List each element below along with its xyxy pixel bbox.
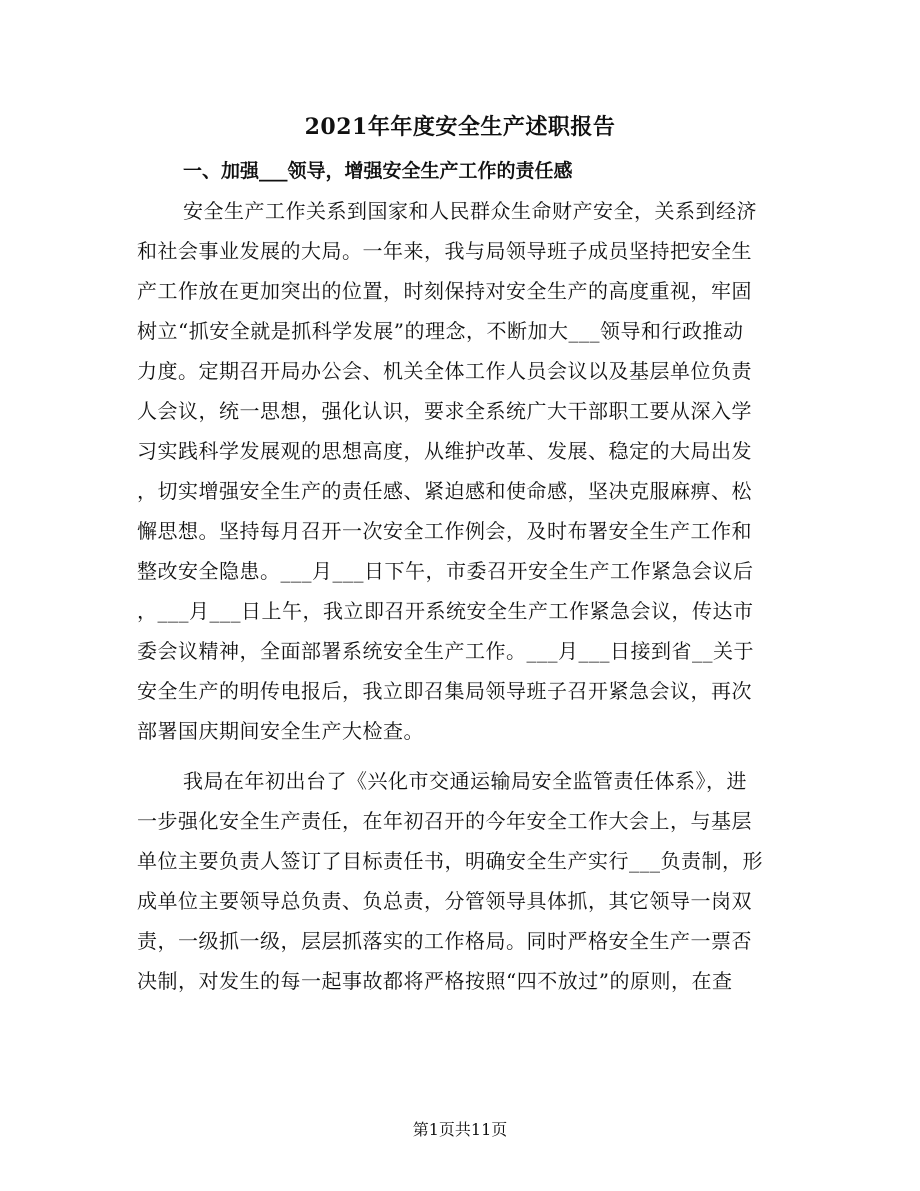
text-line: 一步强化安全生产责任，在年初召开的今年安全工作大会上，与基层 [137,809,752,833]
text-line: 习实践科学发展观的思想高度，从维护改革、发展、稳定的大局出发 [137,439,752,463]
text-line: 力度。定期召开局办公会、机关全体工作人员会议以及基层单位负责 [137,359,752,383]
text-line: 责，一级抓一级，层层抓落实的工作格局。同时严格安全生产一票否 [137,929,752,953]
text-line: 委会议精神，全面部署系统安全生产工作。___月___日接到省__关于 [137,639,754,663]
text-line: ，___月___日上午，我立即召开系统安全生产工作紧急会议，传达市 [137,599,754,623]
text-line: 树立“抓安全就是抓科学发展”的理念，不断加大___领导和行政推动 [137,319,744,343]
text-line: 整改安全隐患。___月___日下午，市委召开安全生产工作紧急会议后 [137,559,754,583]
section-heading: 一、加强___领导，增强安全生产工作的责任感 [183,160,573,182]
text-line: 单位主要负责人签订了目标责任书，明确安全生产实行___负责制，形 [137,849,763,873]
document-title: 2021年年度安全生产述职报告 [304,114,616,140]
text-line: ，切实增强安全生产的责任感、紧迫感和使命感，坚决克服麻痹、松 [137,479,752,503]
text-line: 人会议，统一思想，强化认识，要求全系统广大干部职工要从深入学 [137,399,752,423]
page-footer: 第1页共11页 [412,1120,508,1139]
text-line: 安全生产工作关系到国家和人民群众生命财产安全，关系到经济 [183,199,757,223]
text-line: 懈思想。坚持每月召开一次安全工作例会，及时布署安全生产工作和 [137,519,752,543]
text-line: 决制，对发生的每一起事故都将严格按照“四不放过”的原则，在查 [137,969,733,993]
text-line: 安全生产的明传电报后，我立即召集局领导班子召开紧急会议，再次 [137,679,752,703]
text-line: 部署国庆期间安全生产大检查。 [137,719,424,743]
text-line: 我局在年初出台了《兴化市交通运输局安全监管责任体系》，进 [183,769,747,793]
text-line: 和社会事业发展的大局。一年来，我与局领导班子成员坚持把安全生 [137,239,752,263]
text-line: 成单位主要领导总负责、负总责，分管领导具体抓，其它领导一岗双 [137,889,752,913]
text-line: 产工作放在更加突出的位置，时刻保持对安全生产的高度重视，牢固 [137,279,752,303]
